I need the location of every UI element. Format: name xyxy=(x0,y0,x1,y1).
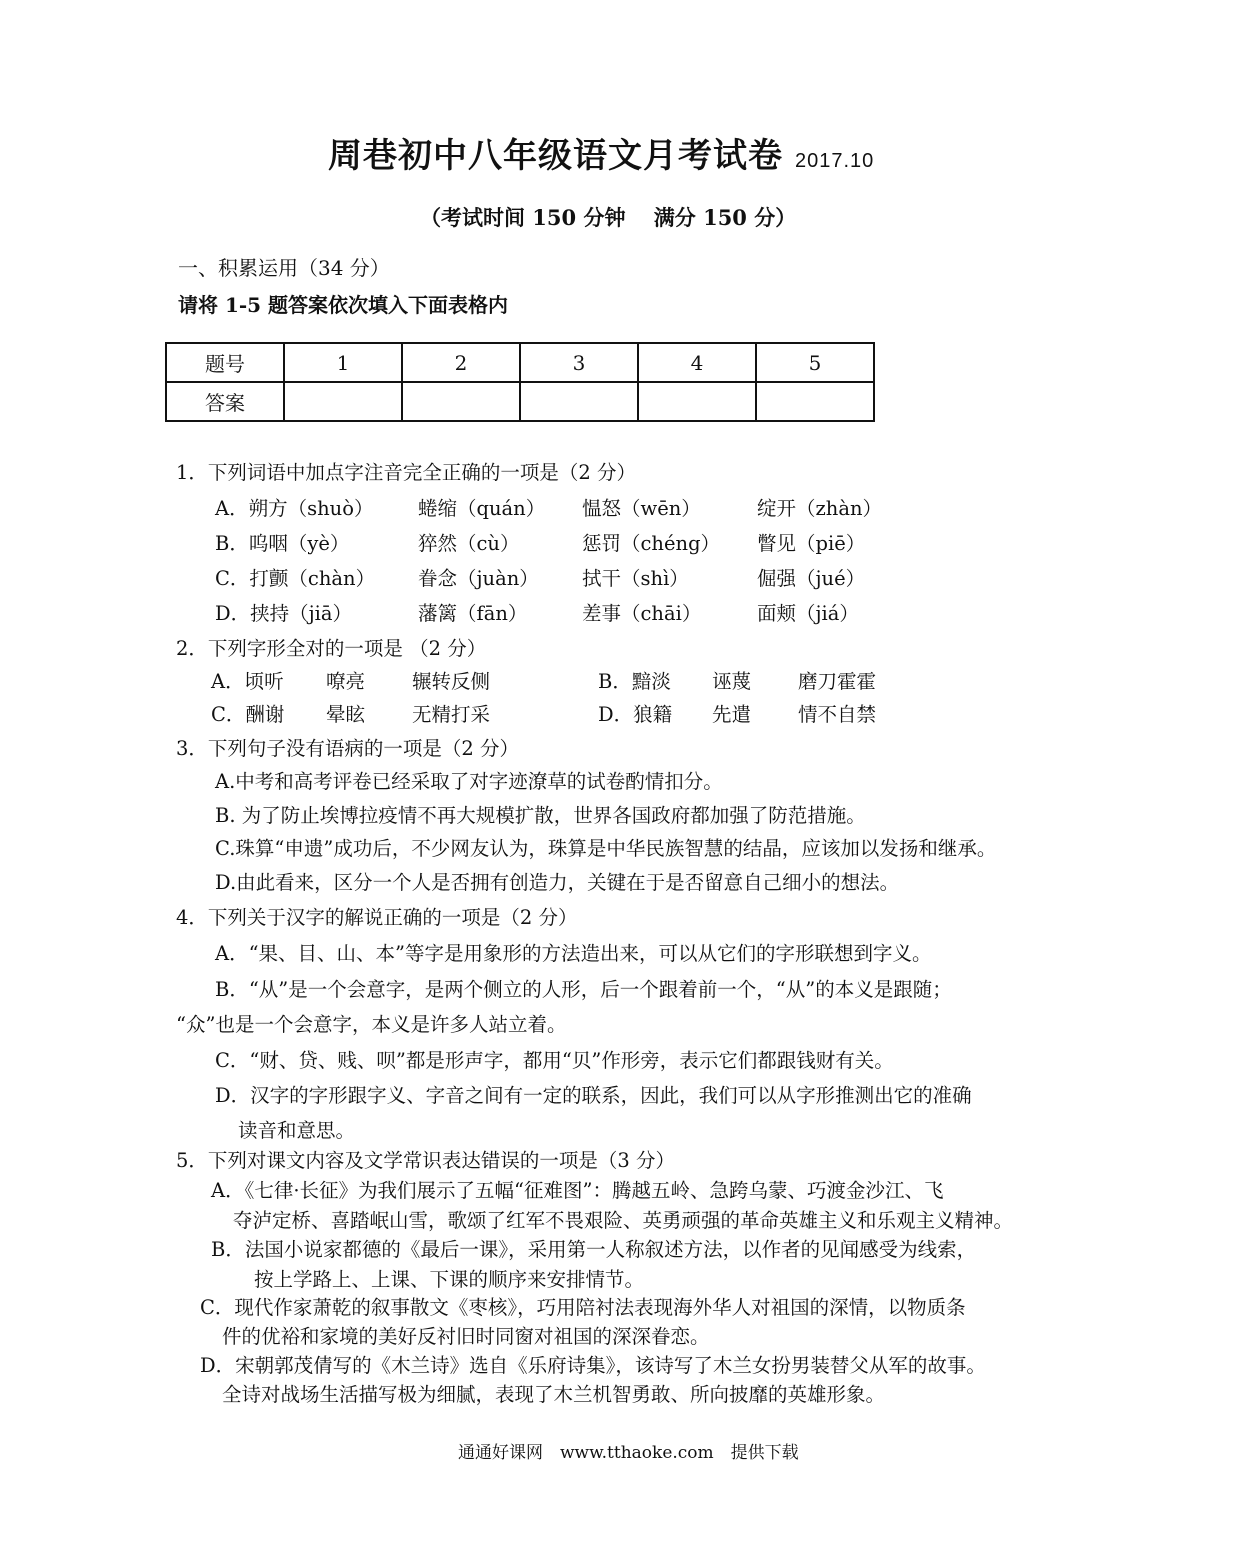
exam-date: 2017.10 xyxy=(795,150,875,172)
table-row xyxy=(166,382,874,421)
q2-option: 辗转反侧 xyxy=(412,670,491,693)
q1-option: 蜷缩（quán） xyxy=(418,497,546,520)
answer-cell[interactable] xyxy=(402,382,520,421)
q1-option: 惩罚（chéng） xyxy=(582,532,721,555)
question-3-stem: 3．下列句子没有语病的一项是（2 分） xyxy=(176,737,520,760)
q4-option-a: A．“果、目、山、本”等字是用象形的方法造出来，可以从它们的字形联想到字义。 xyxy=(215,942,932,965)
q1-option: 瞥见（piē） xyxy=(757,532,866,555)
q1-option: 眷念（juàn） xyxy=(418,567,539,590)
q3-option: C.珠算“申遗”成功后，不少网友认为，珠算是中华民族智慧的结晶，应该加以发扬和继承。 xyxy=(215,837,997,860)
question-2-stem: 2．下列字形全对的一项是 （2 分） xyxy=(176,637,487,660)
q2-option: 诬蔑 xyxy=(712,670,752,693)
q1-option: 猝然（cù） xyxy=(418,532,520,555)
q4-option-b: B．“从”是一个会意字，是两个侧立的人形，后一个跟着前一个，“从”的本义是跟随； xyxy=(215,978,952,1001)
footer-text: 通通好课网 www.tthaoke.com 提供下载 xyxy=(458,1443,799,1463)
table-header-cell: 答案 xyxy=(166,382,284,421)
answer-cell[interactable] xyxy=(520,382,638,421)
q3-option: B. 为了防止埃博拉疫情不再大规模扩散，世界各国政府都加强了防范措施。 xyxy=(215,804,866,827)
q2-option: A．顷听 xyxy=(211,670,284,693)
q2-option: B．黯淡 xyxy=(598,670,671,693)
q4-option-d-cont: 读音和意思。 xyxy=(238,1119,356,1142)
question-1-stem: 1．下列词语中加点字注音完全正确的一项是（2 分） xyxy=(176,461,637,484)
q1-option: 拭干（shì） xyxy=(582,567,689,590)
question-4-stem: 4．下列关于汉字的解说正确的一项是（2 分） xyxy=(176,906,578,929)
q4-option-d: D．汉字的字形跟字义、字音之间有一定的联系，因此，我们可以从字形推测出它的准确 xyxy=(215,1084,972,1107)
table-header-cell: 题号 xyxy=(166,343,284,382)
page-title xyxy=(328,128,874,177)
q5-option-c-cont: 件的优裕和家境的美好反衬旧时同窗对祖国的深深眷恋。 xyxy=(222,1325,710,1348)
section-title: 一、积累运用（34 分） xyxy=(178,256,390,280)
q1-option: 倔强（jué） xyxy=(757,567,866,590)
q1-option: D．挟持（jiā） xyxy=(215,602,353,625)
answer-cell[interactable] xyxy=(284,382,402,421)
q2-option: 无精打采 xyxy=(412,703,491,726)
q5-option-b: B．法国小说家都德的《最后一课》，采用第一人称叙述方法，以作者的见闻感受为线索， xyxy=(211,1238,977,1261)
q5-option-a: A．《七律·长征》为我们展示了五幅“征难图”：腾越五岭、急跨乌蒙、巧渡金沙江、飞 xyxy=(211,1179,944,1202)
q2-option: 晕眩 xyxy=(326,703,366,726)
q5-option-d-cont: 全诗对战场生活描写极为细腻，表现了木兰机智勇敢、所向披靡的英雄形象。 xyxy=(222,1383,886,1406)
q2-option: C．酬谢 xyxy=(211,703,285,726)
question-number-cell: 5 xyxy=(756,343,874,382)
q1-option: 面颊（jiá） xyxy=(757,602,859,625)
question-5-stem: 5．下列对课文内容及文学常识表达错误的一项是（3 分） xyxy=(176,1149,676,1172)
question-number-cell: 1 xyxy=(284,343,402,382)
q2-option: 嘹亮 xyxy=(326,670,366,693)
q5-option-b-cont: 按上学路上、上课、下课的顺序来安排情节。 xyxy=(254,1268,645,1291)
question-number-cell: 4 xyxy=(638,343,756,382)
q1-option: A．朔方（shuò） xyxy=(215,497,374,520)
q1-option: 差事（chāi） xyxy=(582,602,702,625)
q4-option-b-cont: “众”也是一个会意字，本义是许多人站立着。 xyxy=(176,1013,567,1036)
q1-option: 愠怒（wēn） xyxy=(582,497,701,520)
section-instruction: 请将 1-5 题答案依次填入下面表格内 xyxy=(178,293,509,317)
q3-option: A.中考和高考评卷已经采取了对字迹潦草的试卷酌情扣分。 xyxy=(215,770,723,793)
q2-option: 磨刀霍霍 xyxy=(798,670,877,693)
q5-option-a-cont: 夺泸定桥、喜踏岷山雪，歌颂了红军不畏艰险、英勇顽强的革命英雄主义和乐观主义精神。 xyxy=(233,1209,1014,1232)
q4-option-c: C．“财、贷、贱、呗”都是形声字，都用“贝”作形旁，表示它们都跟钱财有关。 xyxy=(215,1049,894,1072)
answer-cell[interactable] xyxy=(638,382,756,421)
q1-option: B．呜咽（yè） xyxy=(215,532,350,555)
q2-option: 情不自禁 xyxy=(798,703,877,726)
q2-option: 先遣 xyxy=(712,703,752,726)
q3-option: D.由此看来，区分一个人是否拥有创造力，关键在于是否留意自己细小的想法。 xyxy=(215,871,900,894)
q1-option: C．打颤（chàn） xyxy=(215,567,376,590)
q5-option-d: D．宋朝郭茂倩写的《木兰诗》选自《乐府诗集》，该诗写了木兰女扮男装替父从军的故事。 xyxy=(200,1354,986,1377)
question-number-cell: 2 xyxy=(402,343,520,382)
q2-option: D．狼籍 xyxy=(598,703,673,726)
question-number-cell: 3 xyxy=(520,343,638,382)
table-row xyxy=(166,343,874,382)
answer-table xyxy=(165,342,875,422)
q1-option: 藩篱（fān） xyxy=(418,602,528,625)
title-text: 周巷初中八年级语文月考试卷 xyxy=(328,136,783,176)
answer-cell[interactable] xyxy=(756,382,874,421)
exam-info: （考试时间 150 分钟 满分 150 分） xyxy=(420,205,797,230)
q1-option: 绽开（zhàn） xyxy=(757,497,883,520)
q5-option-c: C．现代作家萧乾的叙事散文《枣核》，巧用陪衬法表现海外华人对祖国的深情，以物质条 xyxy=(200,1296,966,1319)
